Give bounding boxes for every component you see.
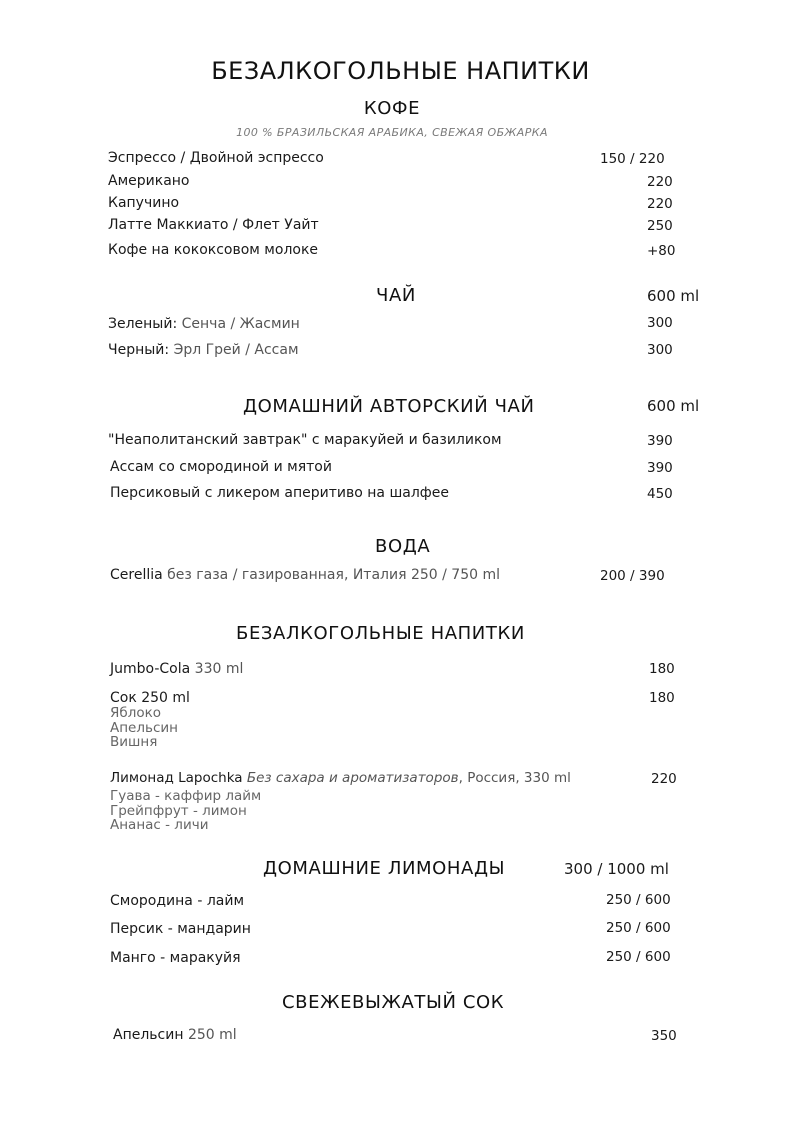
tea-type: Зеленый: [108, 316, 178, 332]
menu-item-name [108, 342, 299, 358]
menu-item-price: 390 [647, 460, 673, 476]
menu-item-price: 180 [649, 661, 675, 677]
menu-item-price: 250 / 600 [606, 892, 671, 908]
menu-item-name: Манго - маракуйя [110, 950, 241, 966]
page-title: БЕЗАЛКОГОЛЬНЫЕ НАПИТКИ [211, 57, 590, 85]
water-brand: Cerellia [110, 567, 163, 583]
menu-item-name: Персик - мандарин [110, 921, 251, 937]
menu-item-price: 220 [651, 771, 677, 787]
menu-item-name [113, 1027, 237, 1043]
menu-item-price: 350 [651, 1028, 677, 1044]
section-volume: 600 ml [647, 287, 700, 305]
section-title-soft-drinks: БЕЗАЛКОГОЛЬНЫЕ НАПИТКИ [236, 623, 525, 644]
lemonade-details: , Россия, 330 ml [458, 770, 571, 786]
menu-item-name [110, 567, 500, 583]
option-label: Вишня [110, 734, 158, 750]
section-volume: 600 ml [647, 397, 700, 415]
menu-item-name [110, 770, 571, 786]
menu-item-price: 150 / 220 [600, 151, 665, 167]
lemonade-name: Лимонад Lapochka [110, 770, 243, 786]
menu-item-price: 250 / 600 [606, 949, 671, 965]
menu-item-price: 220 [647, 196, 673, 212]
menu-item-price: +80 [647, 243, 676, 259]
menu-item-name: Смородина - лайм [110, 893, 245, 909]
menu-item-name: Латте Маккиато / Флет Уайт [108, 217, 319, 233]
section-title-house-tea: ДОМАШНИЙ АВТОРСКИЙ ЧАЙ [243, 396, 535, 417]
option-label: Ананас - личи [110, 817, 209, 833]
menu-item-price: 220 [647, 174, 673, 190]
menu-item-name: Персиковый с ликером аперитиво на шалфее [110, 485, 449, 501]
menu-item-price: 300 [647, 315, 673, 331]
menu-item-price: 250 [647, 218, 673, 234]
menu-item-name [108, 316, 300, 332]
menu-item-name [110, 661, 243, 677]
tea-varieties: Сенча / Жасмин [177, 316, 300, 332]
option-label: Гуава - каффир лайм [110, 788, 262, 804]
option-label: Апельсин [110, 719, 178, 736]
juice-options [110, 706, 178, 750]
menu-item-price: 390 [647, 433, 673, 449]
fresh-juice-name: Апельсин [113, 1027, 184, 1043]
menu-item-price: 180 [649, 690, 675, 706]
lemonade-note: Без сахара и ароматизаторов [242, 770, 459, 786]
menu-item-price: 250 / 600 [606, 920, 671, 936]
option-label: Грейпфрут - лимон [110, 802, 247, 819]
coffee-subtitle: 100 % БРАЗИЛЬСКАЯ АРАБИКА, СВЕЖАЯ ОБЖАРКА [236, 126, 548, 139]
tea-type: Черный: [108, 342, 170, 358]
menu-item-name: Кофе на кококсовом молоке [108, 242, 319, 258]
menu-item-price: 300 [647, 342, 673, 358]
option-label: Яблоко [110, 705, 162, 721]
menu-item-name: Ассам со смородиной и мятой [110, 459, 332, 475]
menu-item-name: "Неаполитанский завтрак" с маракуйей и базиликом [108, 432, 502, 448]
section-volume: 300 / 1000 ml [564, 860, 669, 878]
menu-item-name: Сок 250 ml [110, 690, 190, 706]
section-title-house-lemonades: ДОМАШНИЕ ЛИМОНАДЫ [263, 858, 506, 879]
section-title-tea: ЧАЙ [376, 285, 416, 306]
cola-name: Jumbo-Cola [110, 661, 191, 677]
tea-varieties: Эрл Грей / Ассам [169, 342, 299, 358]
menu-item-name: Американо [108, 173, 190, 189]
menu-item-price: 200 / 390 [600, 568, 665, 584]
lemonade-options [110, 789, 261, 833]
section-title-fresh-juice: СВЕЖЕВЫЖАТЫЙ СОК [282, 992, 505, 1013]
cola-volume: 330 ml [190, 661, 244, 677]
menu-item-price: 450 [647, 486, 673, 502]
fresh-juice-volume: 250 ml [183, 1027, 237, 1043]
section-title-coffee: КОФЕ [363, 98, 421, 119]
menu-item-name: Эспрессо / Двойной эспрессо [108, 150, 324, 166]
section-title-water: ВОДА [375, 536, 431, 557]
water-details: без газа / газированная, Италия 250 / 750 ml [162, 567, 501, 583]
menu-item-name: Капучино [108, 195, 180, 211]
